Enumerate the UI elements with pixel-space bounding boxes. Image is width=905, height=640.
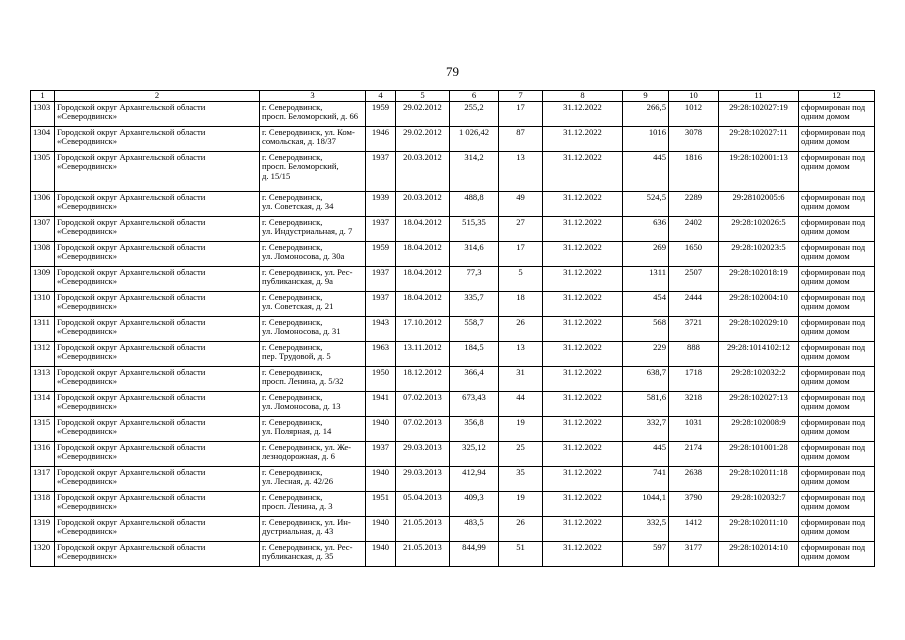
cell-land-status: сформирован под одним домом [799, 392, 875, 417]
cell-area: 314,2 [450, 152, 499, 192]
cell-land-status: сформирован под одним домом [799, 317, 875, 342]
cell-year-built: 1937 [366, 292, 396, 317]
column-header-2: 2 [55, 91, 260, 102]
cell-area: 325,12 [450, 442, 499, 467]
cell-row-number: 1310 [31, 292, 55, 317]
cell-date: 17.10.2012 [396, 317, 450, 342]
cell-date: 18.04.2012 [396, 242, 450, 267]
cell-owner: Городской округ Архангельской области «Северодвинск» [55, 152, 260, 192]
cell-cadastral-number: 29:28:102032:7 [719, 492, 799, 517]
cell-deadline: 31.12.2022 [543, 317, 623, 342]
cell-address: г. Северодвинск, ул. Полярная, д. 14 [260, 417, 366, 442]
cell-date: 29.02.2012 [396, 127, 450, 152]
cell-cadastral-number: 29:28:102023:5 [719, 242, 799, 267]
cell-cadastral-number: 29:28:102027:13 [719, 392, 799, 417]
cell-year-built: 1939 [366, 192, 396, 217]
cell-date: 29.02.2012 [396, 102, 450, 127]
cell-residents: 17 [499, 102, 543, 127]
cell-address: г. Северодвинск, просп. Беломорский, д. 15/15 [260, 152, 366, 192]
cell-year-built: 1963 [366, 342, 396, 367]
cell-owner: Городской округ Архангельской области «Северодвинск» [55, 417, 260, 442]
cell-land-area: 445 [623, 152, 669, 192]
cell-land-area: 332,7 [623, 417, 669, 442]
cell-cadastral-number: 29:28:102027:19 [719, 102, 799, 127]
cell-owner: Городской округ Архангельской области «Северодвинск» [55, 442, 260, 467]
cell-cadastral-value: 1412 [669, 517, 719, 542]
table-row [31, 342, 875, 367]
cell-area: 844,99 [450, 542, 499, 567]
cell-year-built: 1940 [366, 542, 396, 567]
cell-cadastral-value: 1816 [669, 152, 719, 192]
cell-year-built: 1937 [366, 442, 396, 467]
cell-row-number: 1317 [31, 467, 55, 492]
cell-cadastral-value: 888 [669, 342, 719, 367]
cell-area: 255,2 [450, 102, 499, 127]
cell-deadline: 31.12.2022 [543, 417, 623, 442]
column-header-7: 7 [499, 91, 543, 102]
cell-residents: 13 [499, 152, 543, 192]
table-row [31, 492, 875, 517]
cell-row-number: 1320 [31, 542, 55, 567]
cell-land-status: сформирован под одним домом [799, 192, 875, 217]
cell-cadastral-value: 2402 [669, 217, 719, 242]
cell-cadastral-number: 29:28:102029:10 [719, 317, 799, 342]
cell-area: 184,5 [450, 342, 499, 367]
cell-residents: 87 [499, 127, 543, 152]
cell-land-area: 269 [623, 242, 669, 267]
cell-deadline: 31.12.2022 [543, 217, 623, 242]
table-row [31, 127, 875, 152]
table-row [31, 517, 875, 542]
cell-area: 488,8 [450, 192, 499, 217]
cell-residents: 35 [499, 467, 543, 492]
column-header-4: 4 [366, 91, 396, 102]
cell-deadline: 31.12.2022 [543, 517, 623, 542]
cell-land-area: 454 [623, 292, 669, 317]
table-row [31, 292, 875, 317]
cell-land-area: 1311 [623, 267, 669, 292]
table-row [31, 317, 875, 342]
cell-land-area: 597 [623, 542, 669, 567]
cell-cadastral-value: 3177 [669, 542, 719, 567]
cell-deadline: 31.12.2022 [543, 292, 623, 317]
cell-cadastral-value: 3790 [669, 492, 719, 517]
cell-area: 409,3 [450, 492, 499, 517]
cell-owner: Городской округ Архангельской области «Северодвинск» [55, 517, 260, 542]
cell-row-number: 1315 [31, 417, 55, 442]
cell-residents: 27 [499, 217, 543, 242]
cell-cadastral-value: 1718 [669, 367, 719, 392]
cell-deadline: 31.12.2022 [543, 102, 623, 127]
cell-land-area: 568 [623, 317, 669, 342]
cell-owner: Городской округ Архангельской области «Северодвинск» [55, 492, 260, 517]
cell-row-number: 1319 [31, 517, 55, 542]
cell-deadline: 31.12.2022 [543, 367, 623, 392]
page-number: 79 [446, 64, 459, 79]
cell-residents: 17 [499, 242, 543, 267]
cell-cadastral-value: 3721 [669, 317, 719, 342]
cell-cadastral-number: 29:28:102008:9 [719, 417, 799, 442]
cell-row-number: 1308 [31, 242, 55, 267]
cell-cadastral-value: 2174 [669, 442, 719, 467]
cell-row-number: 1304 [31, 127, 55, 152]
cell-date: 29.03.2013 [396, 467, 450, 492]
cell-cadastral-number: 29:28:102011:18 [719, 467, 799, 492]
cell-land-status: сформирован под одним домом [799, 127, 875, 152]
cell-land-status: сформирован под одним домом [799, 492, 875, 517]
cell-land-area: 581,6 [623, 392, 669, 417]
cell-year-built: 1937 [366, 267, 396, 292]
cell-cadastral-value: 2444 [669, 292, 719, 317]
table-row [31, 367, 875, 392]
cell-year-built: 1940 [366, 517, 396, 542]
cell-date: 21.05.2013 [396, 517, 450, 542]
cell-row-number: 1306 [31, 192, 55, 217]
cell-deadline: 31.12.2022 [543, 442, 623, 467]
column-header-8: 8 [543, 91, 623, 102]
table-row [31, 152, 875, 192]
cell-land-status: сформирован под одним домом [799, 267, 875, 292]
cell-date: 07.02.2013 [396, 417, 450, 442]
cell-cadastral-number: 29:28:102027:11 [719, 127, 799, 152]
cell-cadastral-value: 2289 [669, 192, 719, 217]
cell-land-status: сформирован под одним домом [799, 442, 875, 467]
cell-land-status: сформирован под одним домом [799, 467, 875, 492]
cell-date: 18.12.2012 [396, 367, 450, 392]
housing-registry-table [30, 90, 875, 567]
cell-deadline: 31.12.2022 [543, 127, 623, 152]
cell-address: г. Северодвинск, ул. Советская, д. 21 [260, 292, 366, 317]
cell-row-number: 1313 [31, 367, 55, 392]
cell-cadastral-value: 3078 [669, 127, 719, 152]
cell-date: 29.03.2013 [396, 442, 450, 467]
cell-owner: Городской округ Архангельской области «Северодвинск» [55, 542, 260, 567]
cell-residents: 26 [499, 317, 543, 342]
cell-land-status: сформирован под одним домом [799, 292, 875, 317]
cell-deadline: 31.12.2022 [543, 492, 623, 517]
cell-area: 558,7 [450, 317, 499, 342]
table-row [31, 242, 875, 267]
cell-land-area: 636 [623, 217, 669, 242]
cell-cadastral-value: 1650 [669, 242, 719, 267]
cell-date: 13.11.2012 [396, 342, 450, 367]
cell-residents: 51 [499, 542, 543, 567]
cell-address: г. Северодвинск, просп. Беломорский, д. 66 [260, 102, 366, 127]
cell-deadline: 31.12.2022 [543, 342, 623, 367]
cell-cadastral-number: 29:28:102011:10 [719, 517, 799, 542]
cell-address: г. Северодвинск, ул. Же- лезнодорожная, д. 6 [260, 442, 366, 467]
cell-area: 356,8 [450, 417, 499, 442]
cell-area: 314,6 [450, 242, 499, 267]
cell-row-number: 1318 [31, 492, 55, 517]
cell-year-built: 1940 [366, 417, 396, 442]
table-row [31, 267, 875, 292]
header-row [31, 91, 875, 102]
cell-residents: 19 [499, 492, 543, 517]
cell-area: 366,4 [450, 367, 499, 392]
cell-address: г. Северодвинск, ул. Ломоносова, д. 13 [260, 392, 366, 417]
cell-land-status: сформирован под одним домом [799, 102, 875, 127]
cell-land-area: 1044,1 [623, 492, 669, 517]
cell-area: 335,7 [450, 292, 499, 317]
cell-year-built: 1940 [366, 467, 396, 492]
cell-owner: Городской округ Архангельской области «Северодвинск» [55, 292, 260, 317]
cell-year-built: 1941 [366, 392, 396, 417]
cell-cadastral-number: 19:28:102001:13 [719, 152, 799, 192]
table-row [31, 542, 875, 567]
cell-address: г. Северодвинск, ул. Рес- публиканская, д. 9а [260, 267, 366, 292]
column-header-9: 9 [623, 91, 669, 102]
cell-land-area: 524,5 [623, 192, 669, 217]
cell-land-status: сформирован под одним домом [799, 367, 875, 392]
table-row [31, 102, 875, 127]
cell-year-built: 1959 [366, 102, 396, 127]
cell-land-area: 1016 [623, 127, 669, 152]
cell-land-area: 638,7 [623, 367, 669, 392]
cell-deadline: 31.12.2022 [543, 242, 623, 267]
cell-residents: 49 [499, 192, 543, 217]
cell-owner: Городской округ Архангельской области «Северодвинск» [55, 317, 260, 342]
cell-cadastral-value: 1012 [669, 102, 719, 127]
table-row [31, 192, 875, 217]
cell-land-status: сформирован под одним домом [799, 152, 875, 192]
cell-year-built: 1946 [366, 127, 396, 152]
table-row [31, 217, 875, 242]
cell-residents: 19 [499, 417, 543, 442]
cell-residents: 18 [499, 292, 543, 317]
cell-date: 18.04.2012 [396, 292, 450, 317]
column-header-6: 6 [450, 91, 499, 102]
cell-land-status: сформирован под одним домом [799, 542, 875, 567]
cell-land-area: 741 [623, 467, 669, 492]
cell-owner: Городской округ Архангельской области «Северодвинск» [55, 267, 260, 292]
table-row [31, 467, 875, 492]
cell-row-number: 1316 [31, 442, 55, 467]
cell-date: 18.04.2012 [396, 217, 450, 242]
cell-land-area: 229 [623, 342, 669, 367]
column-header-1: 1 [31, 91, 55, 102]
cell-cadastral-value: 1031 [669, 417, 719, 442]
cell-year-built: 1937 [366, 152, 396, 192]
cell-cadastral-number: 29:28:102032:2 [719, 367, 799, 392]
cell-land-area: 445 [623, 442, 669, 467]
cell-row-number: 1305 [31, 152, 55, 192]
cell-date: 21.05.2013 [396, 542, 450, 567]
cell-address: г. Северодвинск, просп. Ленина, д. 5/32 [260, 367, 366, 392]
cell-cadastral-number: 29:28:102018:19 [719, 267, 799, 292]
cell-date: 07.02.2013 [396, 392, 450, 417]
cell-owner: Городской округ Архангельской области «Северодвинск» [55, 367, 260, 392]
cell-residents: 13 [499, 342, 543, 367]
cell-land-area: 266,5 [623, 102, 669, 127]
cell-area: 483,5 [450, 517, 499, 542]
cell-row-number: 1303 [31, 102, 55, 127]
cell-land-status: сформирован под одним домом [799, 342, 875, 367]
cell-address: г. Северодвинск, ул. Ломоносова, д. 31 [260, 317, 366, 342]
cell-area: 77,3 [450, 267, 499, 292]
cell-residents: 25 [499, 442, 543, 467]
column-header-12: 12 [799, 91, 875, 102]
cell-date: 05.04.2013 [396, 492, 450, 517]
cell-row-number: 1312 [31, 342, 55, 367]
cell-land-status: сформирован под одним домом [799, 517, 875, 542]
cell-date: 20.03.2012 [396, 152, 450, 192]
cell-owner: Городской округ Архангельской области «Северодвинск» [55, 242, 260, 267]
cell-address: г. Северодвинск, ул. Советская, д. 34 [260, 192, 366, 217]
cell-residents: 31 [499, 367, 543, 392]
cell-residents: 44 [499, 392, 543, 417]
cell-cadastral-number: 29:28102005:6 [719, 192, 799, 217]
cell-owner: Городской округ Архангельской области «Северодвинск» [55, 342, 260, 367]
cell-address: г. Северодвинск, ул. Ком- сомольская, д. 18/37 [260, 127, 366, 152]
cell-cadastral-value: 3218 [669, 392, 719, 417]
cell-deadline: 31.12.2022 [543, 542, 623, 567]
cell-cadastral-number: 29:28:102026:5 [719, 217, 799, 242]
cell-owner: Городской округ Архангельской области «Северодвинск» [55, 392, 260, 417]
cell-owner: Городской округ Архангельской области «Северодвинск» [55, 102, 260, 127]
cell-land-status: сформирован под одним домом [799, 417, 875, 442]
cell-row-number: 1309 [31, 267, 55, 292]
cell-address: г. Северодвинск, ул. Ин- дустриальная, д. 43 [260, 517, 366, 542]
cell-date: 18.04.2012 [396, 267, 450, 292]
cell-address: г. Северодвинск, просп. Ленина, д. 3 [260, 492, 366, 517]
table-row [31, 392, 875, 417]
cell-deadline: 31.12.2022 [543, 267, 623, 292]
cell-area: 412,94 [450, 467, 499, 492]
cell-address: г. Северодвинск, ул. Лесная, д. 42/26 [260, 467, 366, 492]
column-header-5: 5 [396, 91, 450, 102]
cell-owner: Городской округ Архангельской области «Северодвинск» [55, 127, 260, 152]
cell-date: 20.03.2012 [396, 192, 450, 217]
cell-cadastral-number: 29:28:1014102:12 [719, 342, 799, 367]
cell-land-area: 332,5 [623, 517, 669, 542]
cell-deadline: 31.12.2022 [543, 392, 623, 417]
cell-address: г. Северодвинск, ул. Ломоносова, д. 30а [260, 242, 366, 267]
table-row [31, 442, 875, 467]
cell-row-number: 1314 [31, 392, 55, 417]
table-row [31, 417, 875, 442]
cell-land-status: сформирован под одним домом [799, 217, 875, 242]
cell-row-number: 1307 [31, 217, 55, 242]
cell-year-built: 1959 [366, 242, 396, 267]
cell-area: 1 026,42 [450, 127, 499, 152]
cell-deadline: 31.12.2022 [543, 467, 623, 492]
column-header-11: 11 [719, 91, 799, 102]
cell-area: 515,35 [450, 217, 499, 242]
cell-address: г. Северодвинск, ул. Рес- публиканская, д. 35 [260, 542, 366, 567]
cell-cadastral-number: 29:28:102014:10 [719, 542, 799, 567]
cell-cadastral-value: 2638 [669, 467, 719, 492]
cell-residents: 26 [499, 517, 543, 542]
cell-cadastral-number: 29:28:102004:10 [719, 292, 799, 317]
cell-residents: 5 [499, 267, 543, 292]
cell-land-status: сформирован под одним домом [799, 242, 875, 267]
column-header-3: 3 [260, 91, 366, 102]
cell-year-built: 1951 [366, 492, 396, 517]
cell-owner: Городской округ Архангельской области «Северодвинск» [55, 217, 260, 242]
cell-area: 673,43 [450, 392, 499, 417]
cell-row-number: 1311 [31, 317, 55, 342]
cell-year-built: 1937 [366, 217, 396, 242]
cell-year-built: 1950 [366, 367, 396, 392]
cell-cadastral-value: 2507 [669, 267, 719, 292]
cell-cadastral-number: 29:28:101001:28 [719, 442, 799, 467]
cell-address: г. Северодвинск, пер. Трудовой, д. 5 [260, 342, 366, 367]
cell-deadline: 31.12.2022 [543, 152, 623, 192]
cell-owner: Городской округ Архангельской области «Северодвинск» [55, 192, 260, 217]
cell-year-built: 1943 [366, 317, 396, 342]
cell-owner: Городской округ Архангельской области «Северодвинск» [55, 467, 260, 492]
cell-address: г. Северодвинск, ул. Индустриальная, д. 7 [260, 217, 366, 242]
column-header-10: 10 [669, 91, 719, 102]
cell-deadline: 31.12.2022 [543, 192, 623, 217]
